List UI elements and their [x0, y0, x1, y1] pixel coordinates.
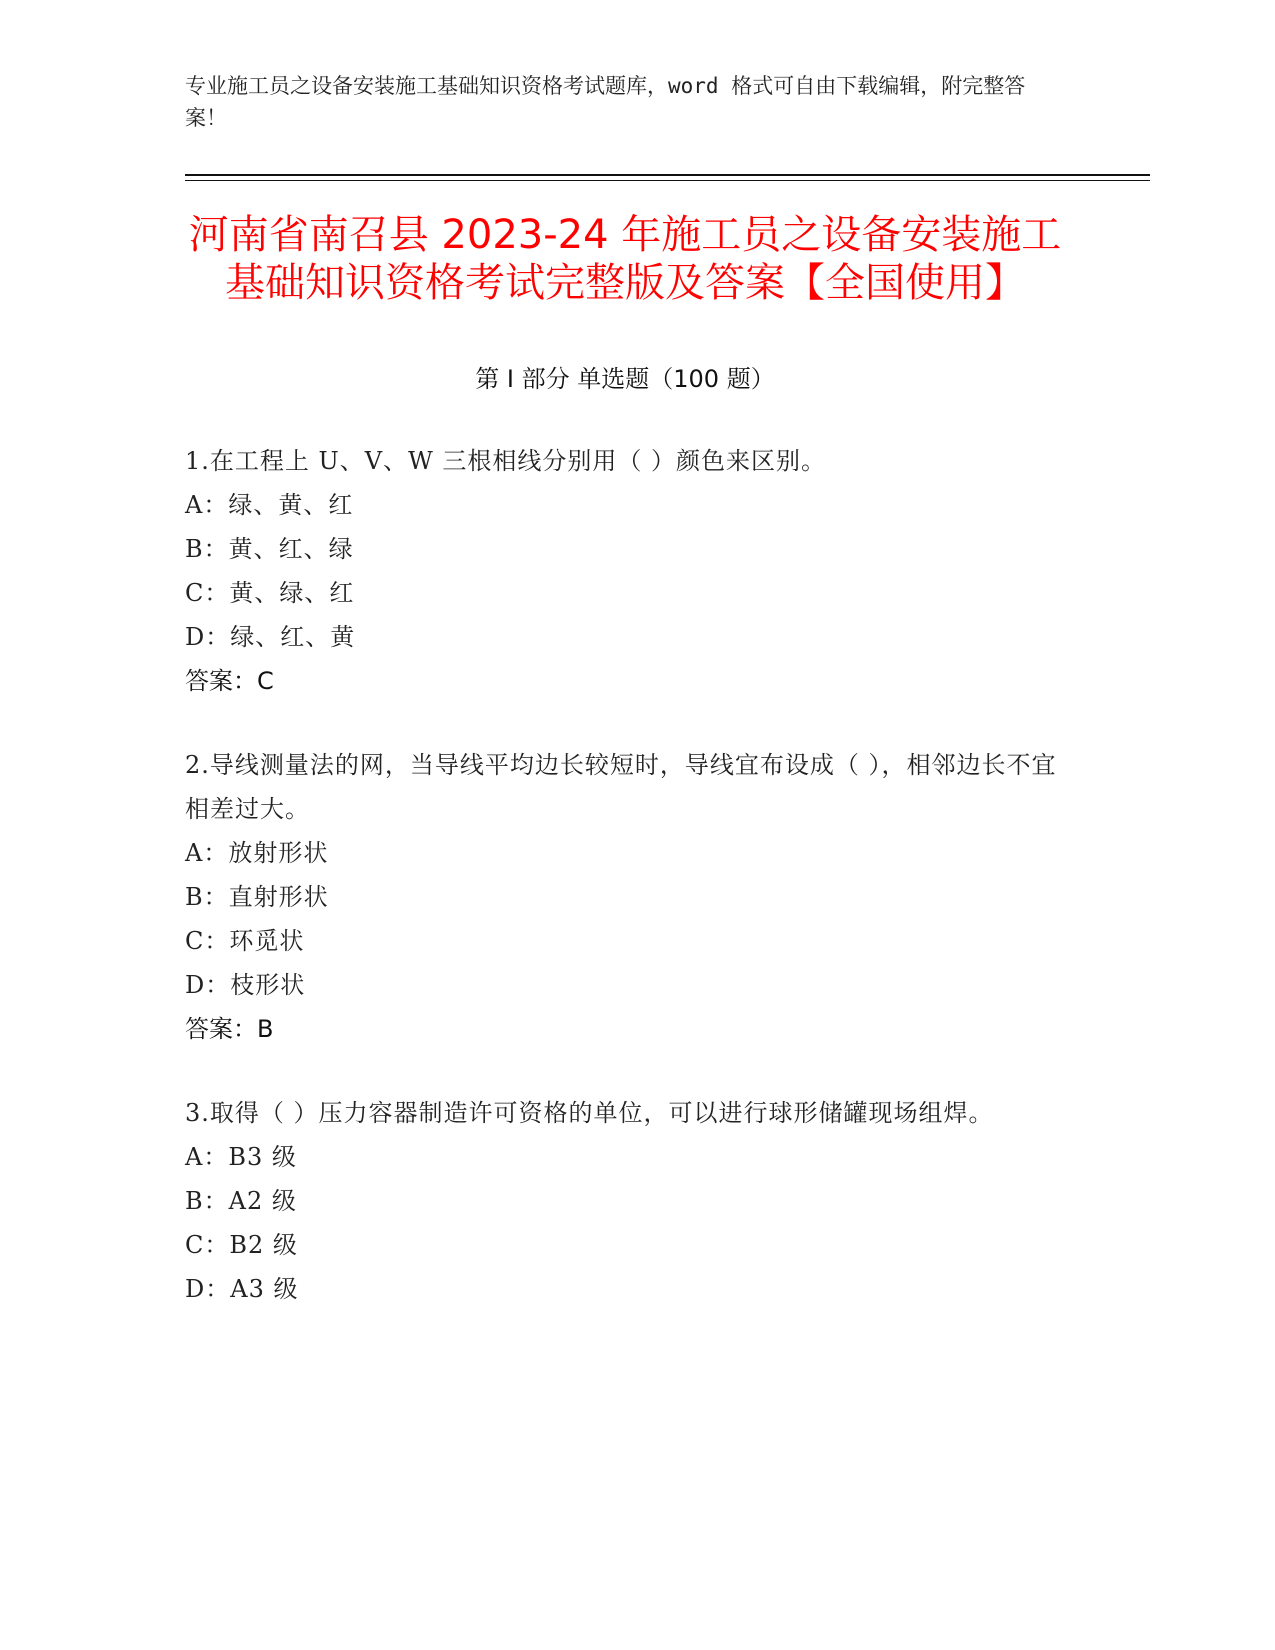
question-stem: 2.导线测量法的网，当导线平均边长较短时，导线宜布设成（ ），相邻边长不宜相差过大。 — [185, 751, 1057, 823]
option-b: B：直射形状 — [185, 883, 329, 911]
option-a: A：绿、黄、红 — [185, 491, 354, 519]
answer: 答案：B — [185, 1015, 274, 1043]
question-1 — [185, 439, 1115, 703]
question-stem: 1.在工程上 U、V、W 三根相线分别用（ ）颜色来区别。 — [185, 447, 827, 475]
section-heading: 第 I 部分 单选题（100 题） — [475, 365, 775, 393]
document-page — [185, 70, 1115, 1351]
header-divider-thin — [185, 180, 1150, 181]
question-2 — [185, 743, 1115, 1051]
option-c: C：环觅状 — [185, 927, 305, 955]
document-title: 河南省南召县 2023-24 年施工员之设备安装施工基础知识资格考试完整版及答案【全国使用】 — [188, 212, 1062, 306]
option-d: D：A3 级 — [185, 1275, 299, 1303]
option-c: C：黄、绿、红 — [185, 579, 355, 607]
question-3 — [185, 1091, 1115, 1311]
option-d: D：绿、红、黄 — [185, 623, 356, 651]
header-divider-thick — [185, 174, 1150, 176]
option-b: B：A2 级 — [185, 1187, 297, 1215]
option-a: A：放射形状 — [185, 839, 329, 867]
option-c: C：B2 级 — [185, 1231, 298, 1259]
question-list — [185, 439, 1115, 1311]
option-b: B：黄、红、绿 — [185, 535, 354, 563]
header-note: 专业施工员之设备安装施工基础知识资格考试题库，word 格式可自由下载编辑，附完整答案！ — [185, 74, 1026, 130]
answer: 答案：C — [185, 667, 274, 695]
question-stem: 3.取得（ ）压力容器制造许可资格的单位，可以进行球形储罐现场组焊。 — [185, 1099, 994, 1127]
option-a: A：B3 级 — [185, 1143, 297, 1171]
option-d: D：枝形状 — [185, 971, 306, 999]
